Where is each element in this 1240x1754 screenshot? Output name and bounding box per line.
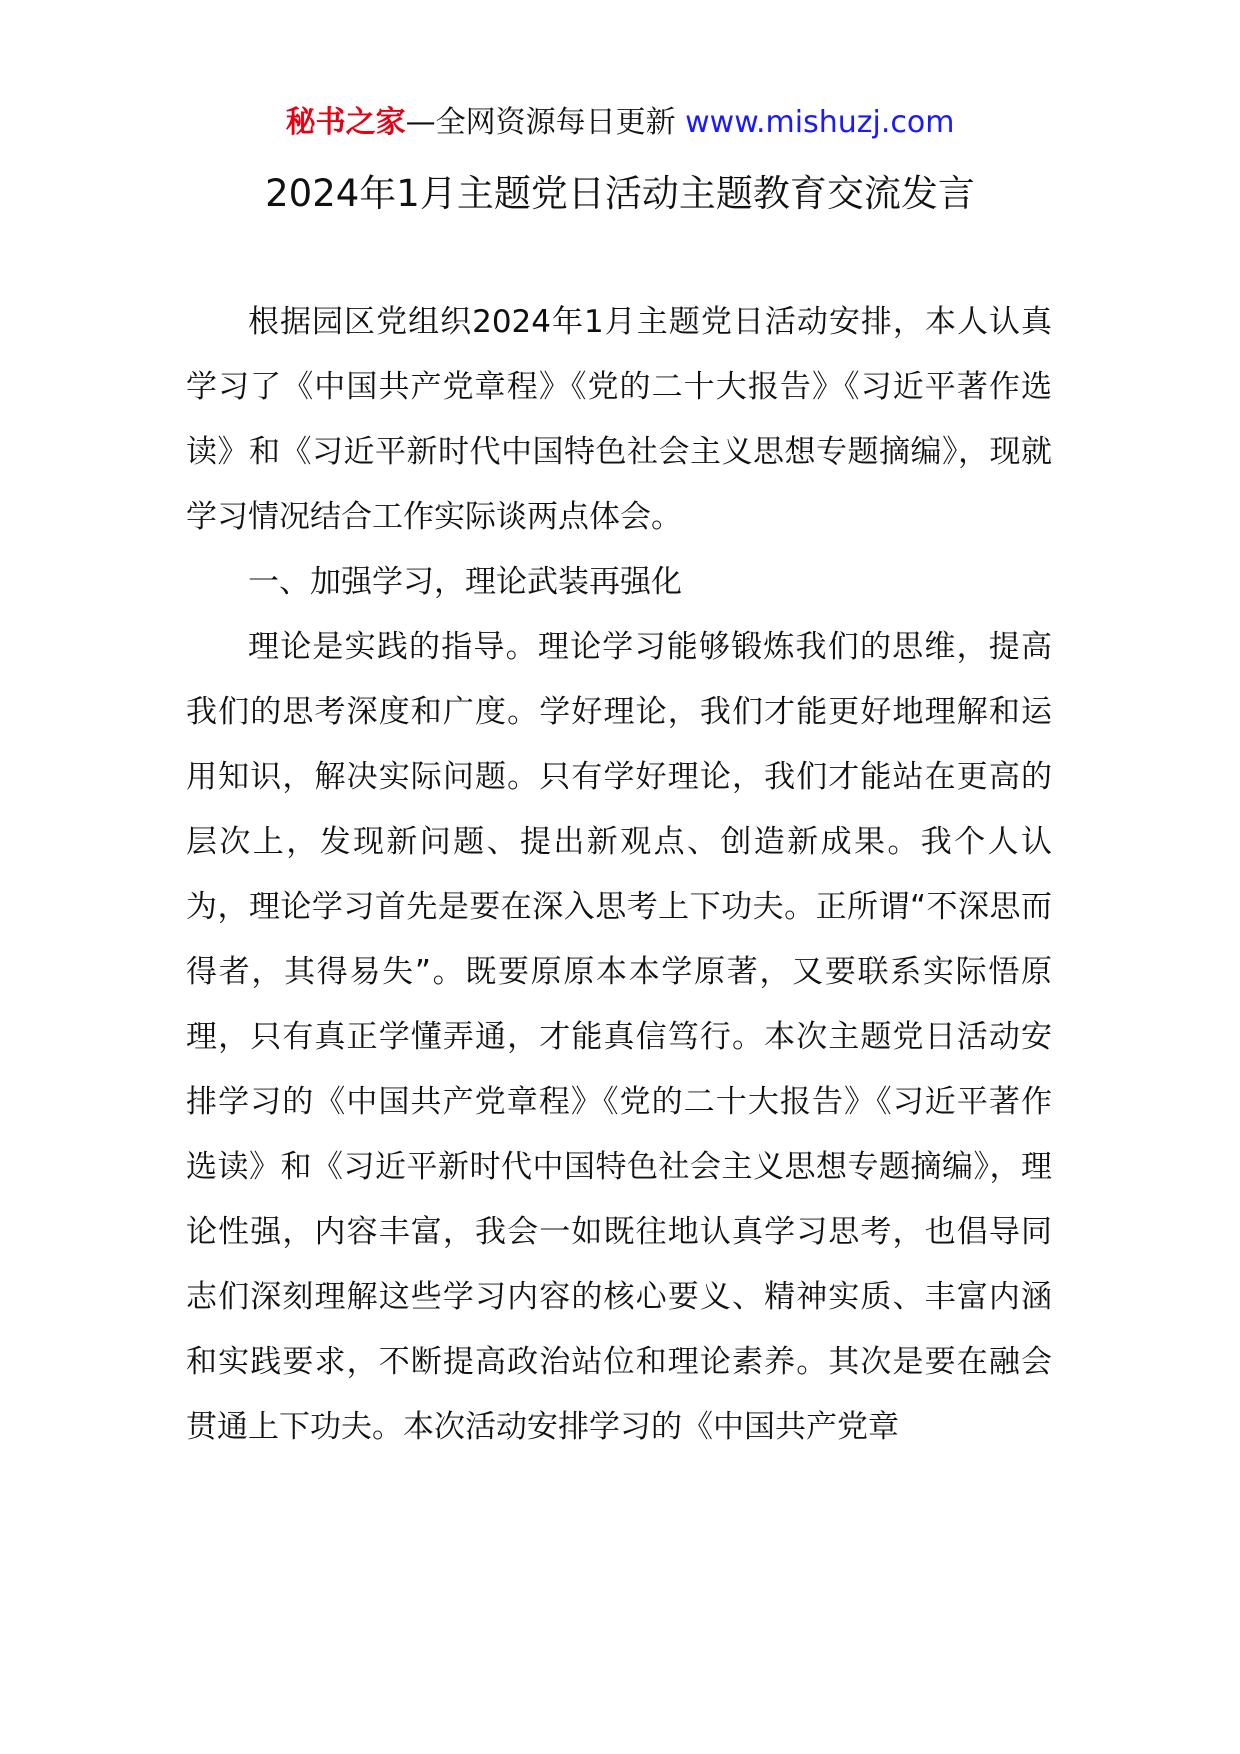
body-paragraph: 理论是实践的指导。理论学习能够锻炼我们的思维，提高我们的思考深度和广度。学好理论，我们才能更好地理解和运用知识，解决实际问题。只有学好理论，我们才能站在更高的层次上，发现新问题、提出新观点、创造新成果。我个人认为，理论学习首先是要在深入思考上下功夫。正所谓“不深思而得者，其得易失”。既要原原本本学原著，又要联系实际悟原理，只有真正学懂弄通，才能真信笃行。本次主题党日活动安排学习的《中国共产党章程》《党的二十大报告》《习近平著作选读》和《习近平新时代中国特色社会主义思想专题摘编》，理论性强，内容丰富，我会一如既往地认真学习思考，也倡导同志们深刻理解这些学习内容的核心要义、精神实质、丰富内涵和实践要求，不断提高政治站位和理论素养。其次是要在融会贯通上下功夫。本次活动安排学习的《中国共产党章 xyxy=(186,629,1052,1445)
site-header xyxy=(0,100,1240,146)
section-heading: 一、加强学习，理论武装再强化 xyxy=(248,564,682,600)
website-link[interactable]: www.mishuzj.com xyxy=(685,105,955,140)
document-title: 2024年1月主题党日活动主题教育交流发言 xyxy=(265,172,975,215)
brand-name: 秘书之家 xyxy=(285,105,406,140)
header-tagline: —全网资源每日更新 xyxy=(405,105,676,140)
document-body xyxy=(186,290,1052,1460)
intro-paragraph: 根据园区党组织2024年1月主题党日活动安排，本人认真学习了《中国共产党章程》《党的二十大报告》《习近平著作选读》和《习近平新时代中国特色社会主义思想专题摘编》，现就学习情况结合工作实际谈两点体会。 xyxy=(186,304,1052,535)
